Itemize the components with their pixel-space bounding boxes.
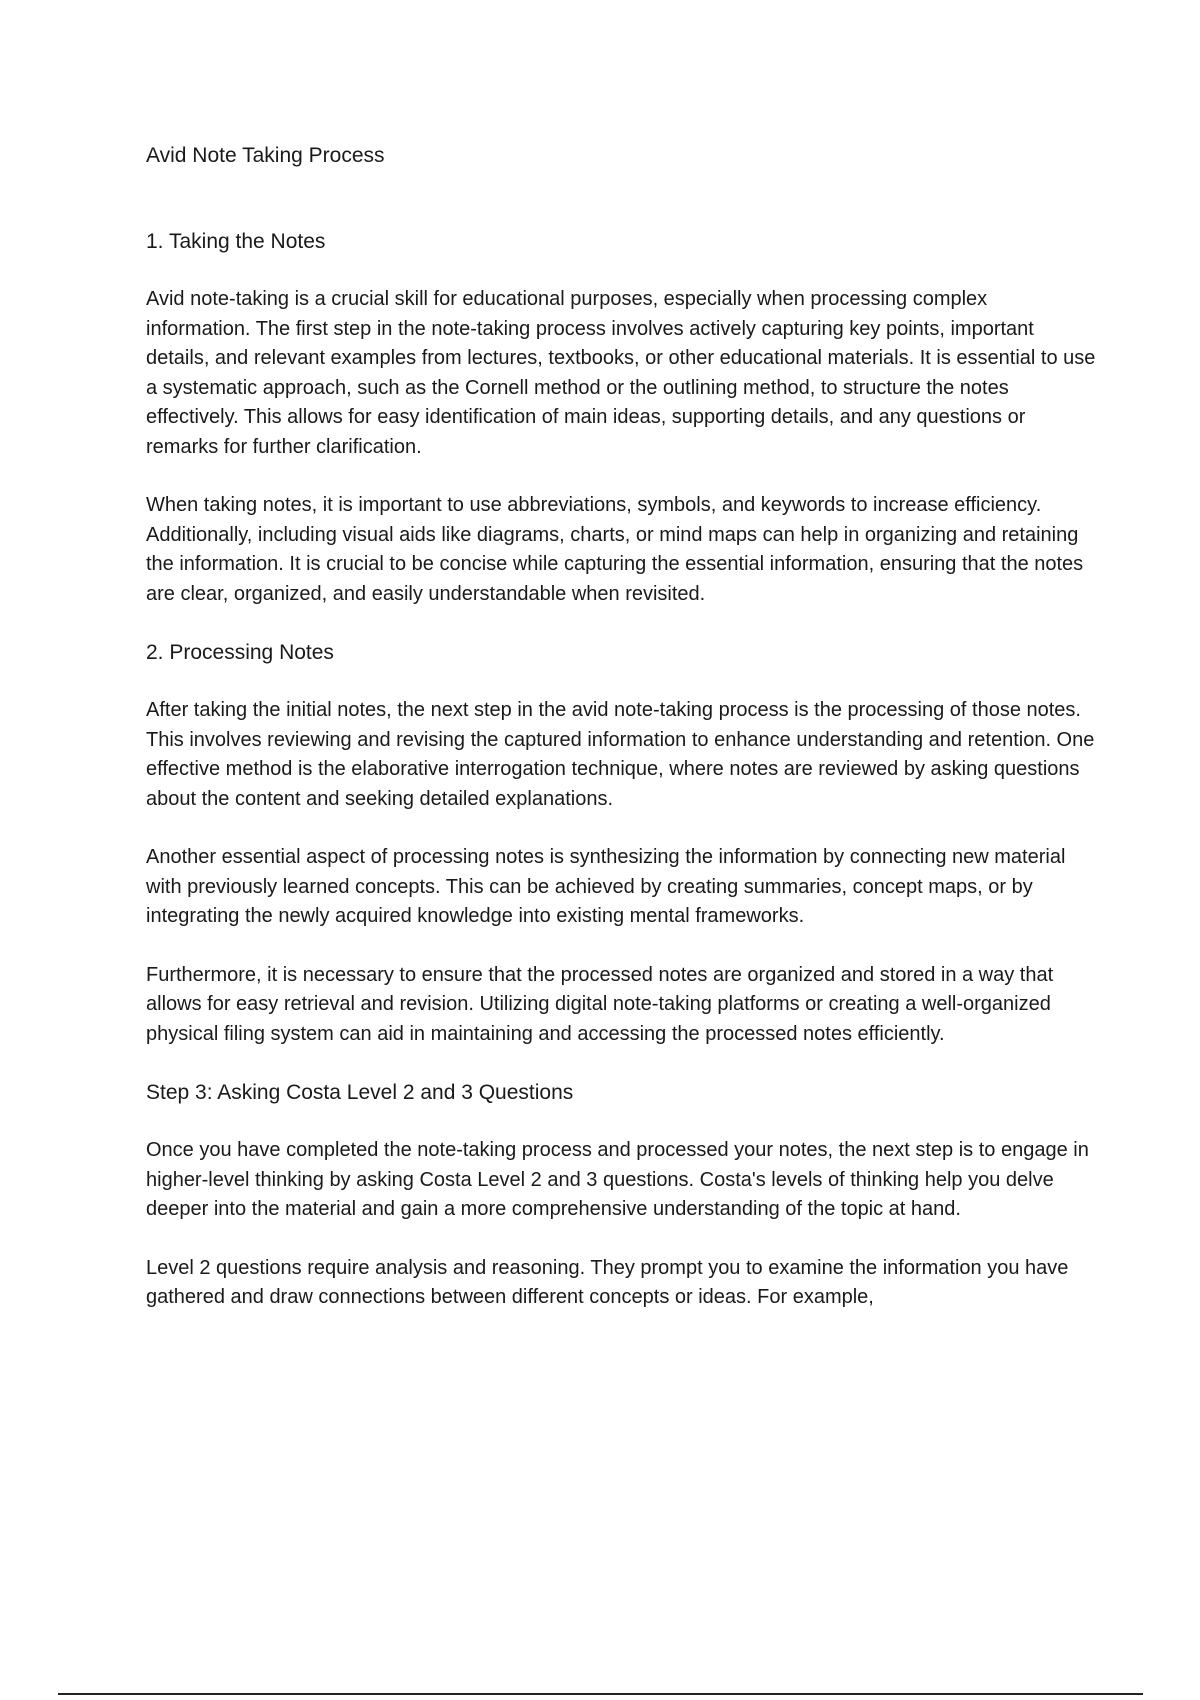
paragraph: Avid note-taking is a crucial skill for educational purposes, especially when processing complex information. The first step in the note-taking process involves actively capturing key points, important details, and relevant examples from lectures, textbooks, or other educational materials. It is essential to use a systematic approach, such as the Cornell method or the outlining method, to structure the notes effectively. This allows for easy identification of main ideas, supporting details, and any questions or remarks for further clarification.: [146, 288, 1096, 458]
paragraph: Another essential aspect of processing notes is synthesizing the information by connecting new material with previously learned concepts. This can be achieved by creating summaries, concept maps, or by integrating the newly acquired knowledge into existing mental frameworks.: [146, 846, 1066, 927]
section-costa-questions: [146, 1078, 1096, 1313]
paragraph: When taking notes, it is important to use abbreviations, symbols, and keywords to increase efficiency. Additionally, including visual aids like diagrams, charts, or mind maps can help in organizing and retaining the information. It is crucial to be concise while capturing the essential information, ensuring that the notes are clear, organized, and easily understandable when revisited.: [146, 494, 1084, 605]
paragraph: After taking the initial notes, the next step in the avid note-taking process is the processing of those notes. This involves reviewing and revising the captured information to enhance understanding and retention. One effective method is the elaborative interrogation technique, where notes are reviewed by asking questions about the content and seeking detailed explanations.: [146, 699, 1095, 810]
section-heading: 2. Processing Notes: [146, 641, 334, 664]
paragraph: Level 2 questions require analysis and reasoning. They prompt you to examine the information you have gathered and draw connections between different concepts or ideas. For example,: [146, 1256, 1069, 1308]
document-body: [146, 141, 1096, 1313]
section-heading: 1. Taking the Notes: [146, 230, 326, 253]
paragraph: Furthermore, it is necessary to ensure that the processed notes are organized and stored in a way that allows for easy retrieval and revision. Utilizing digital note-taking platforms or creating a well-organized physical filing system can aid in maintaining and accessing the processed notes efficiently.: [146, 963, 1054, 1045]
paragraph: Once you have completed the note-taking process and processed your notes, the next step is to engage in higher-level thinking by asking Costa Level 2 and 3 questions. Costa's levels of thinking help you delve deeper into the material and gain a more comprehensive understanding of the topic at hand.: [146, 1139, 1089, 1220]
section-processing-notes: [146, 638, 1096, 1078]
document-title: Avid Note Taking Process: [146, 144, 385, 167]
page-bottom-divider: [58, 1693, 1143, 1695]
section-heading: Step 3: Asking Costa Level 2 and 3 Questions: [146, 1081, 574, 1104]
section-taking-notes: [146, 227, 1096, 638]
